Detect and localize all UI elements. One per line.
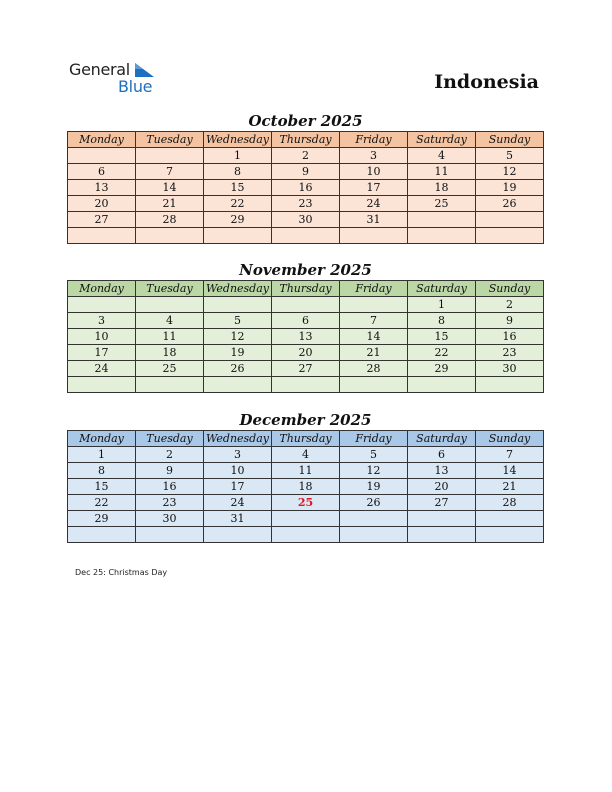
day-cell: 22 (68, 495, 136, 511)
day-cell: 23 (476, 345, 544, 361)
day-cell: 1 (408, 297, 476, 313)
day-cell: 5 (476, 148, 544, 164)
day-cell (340, 228, 408, 244)
logo (69, 60, 169, 98)
month-title: December 2025 (239, 411, 372, 429)
day-cell: 19 (204, 345, 272, 361)
day-cell (68, 148, 136, 164)
day-cell: 15 (408, 329, 476, 345)
day-cell (204, 228, 272, 244)
weekday-header: Wednesday (204, 431, 272, 447)
day-cell: 12 (204, 329, 272, 345)
logo-blue-text: Blue (118, 77, 153, 96)
day-cell: 21 (136, 196, 204, 212)
weekday-header: Saturday (408, 132, 476, 148)
day-cell: 2 (272, 148, 340, 164)
weekday-header: Tuesday (136, 281, 204, 297)
weekday-header: Thursday (272, 431, 340, 447)
month-dec (67, 410, 544, 543)
weekday-header: Monday (68, 132, 136, 148)
week-row (68, 527, 544, 543)
day-cell: 2 (136, 447, 204, 463)
day-cell: 12 (476, 164, 544, 180)
weekday-header: Monday (68, 281, 136, 297)
day-cell: 20 (408, 479, 476, 495)
weekday-header: Wednesday (204, 132, 272, 148)
day-cell: 25 (408, 196, 476, 212)
day-cell (136, 527, 204, 543)
day-cell: 15 (204, 180, 272, 196)
week-row (68, 377, 544, 393)
month-grid (67, 131, 544, 244)
month-title: October 2025 (248, 112, 363, 130)
day-cell (408, 228, 476, 244)
day-cell (136, 148, 204, 164)
logo-triangle-icon (135, 63, 154, 77)
day-cell: 18 (408, 180, 476, 196)
weekday-header: Sunday (476, 281, 544, 297)
day-cell (272, 377, 340, 393)
day-cell: 26 (476, 196, 544, 212)
day-cell (340, 297, 408, 313)
day-cell: 10 (204, 463, 272, 479)
day-cell (272, 527, 340, 543)
day-cell: 13 (408, 463, 476, 479)
day-cell: 29 (204, 212, 272, 228)
week-row (68, 447, 544, 463)
day-cell: 22 (204, 196, 272, 212)
day-cell (476, 527, 544, 543)
weekday-header: Friday (340, 281, 408, 297)
day-cell (204, 527, 272, 543)
day-cell: 3 (68, 313, 136, 329)
month-grid (67, 280, 544, 393)
country-title: Indonesia (434, 71, 539, 93)
day-cell (408, 212, 476, 228)
day-cell (68, 377, 136, 393)
day-cell: 28 (136, 212, 204, 228)
month-nov (67, 260, 544, 393)
day-cell: 21 (340, 345, 408, 361)
day-cell: 23 (272, 196, 340, 212)
day-cell: 24 (340, 196, 408, 212)
day-cell (340, 377, 408, 393)
day-cell (136, 377, 204, 393)
weekday-header: Sunday (476, 132, 544, 148)
day-cell: 20 (272, 345, 340, 361)
week-row (68, 345, 544, 361)
day-cell (476, 377, 544, 393)
day-cell: 14 (136, 180, 204, 196)
week-row (68, 495, 544, 511)
day-cell: 24 (204, 495, 272, 511)
day-cell: 19 (476, 180, 544, 196)
day-cell (340, 527, 408, 543)
day-cell: 29 (408, 361, 476, 377)
day-cell: 16 (476, 329, 544, 345)
day-cell: 9 (272, 164, 340, 180)
day-cell: 12 (340, 463, 408, 479)
day-cell: 26 (204, 361, 272, 377)
week-row (68, 463, 544, 479)
day-cell: 28 (340, 361, 408, 377)
day-cell: 13 (68, 180, 136, 196)
day-cell: 1 (68, 447, 136, 463)
day-cell: 11 (272, 463, 340, 479)
day-cell: 9 (136, 463, 204, 479)
day-cell: 4 (408, 148, 476, 164)
day-cell: 31 (204, 511, 272, 527)
day-cell (68, 527, 136, 543)
day-cell: 7 (476, 447, 544, 463)
weekday-header: Thursday (272, 132, 340, 148)
day-cell (476, 511, 544, 527)
week-row (68, 479, 544, 495)
day-cell (408, 377, 476, 393)
day-cell: 1 (204, 148, 272, 164)
day-cell: 4 (272, 447, 340, 463)
day-cell: 8 (68, 463, 136, 479)
weekday-header: Tuesday (136, 431, 204, 447)
month-title: November 2025 (239, 261, 372, 279)
day-cell (272, 511, 340, 527)
day-cell: 21 (476, 479, 544, 495)
day-cell: 6 (408, 447, 476, 463)
day-cell: 8 (204, 164, 272, 180)
day-cell: 11 (136, 329, 204, 345)
month-oct (67, 111, 544, 244)
day-cell (136, 297, 204, 313)
day-cell: 7 (340, 313, 408, 329)
day-cell: 14 (476, 463, 544, 479)
day-cell: 3 (340, 148, 408, 164)
day-cell: 5 (204, 313, 272, 329)
logo-general-text: General (69, 60, 130, 79)
day-cell: 6 (272, 313, 340, 329)
day-cell: 11 (408, 164, 476, 180)
week-row (68, 148, 544, 164)
day-cell (408, 511, 476, 527)
week-row (68, 313, 544, 329)
day-cell: 27 (408, 495, 476, 511)
day-cell: 5 (340, 447, 408, 463)
day-cell (68, 297, 136, 313)
weekday-header: Friday (340, 132, 408, 148)
day-cell: 9 (476, 313, 544, 329)
day-cell: 17 (68, 345, 136, 361)
day-cell: 10 (68, 329, 136, 345)
day-cell (204, 297, 272, 313)
weekday-header: Monday (68, 431, 136, 447)
day-cell: 8 (408, 313, 476, 329)
weekday-header: Thursday (272, 281, 340, 297)
day-cell: 2 (476, 297, 544, 313)
day-cell: 22 (408, 345, 476, 361)
weekday-header: Tuesday (136, 132, 204, 148)
day-cell: 14 (340, 329, 408, 345)
day-cell: 20 (68, 196, 136, 212)
weekday-header: Saturday (408, 431, 476, 447)
weekday-header: Friday (340, 431, 408, 447)
month-grid (67, 430, 544, 543)
week-row (68, 228, 544, 244)
weekday-header-row (68, 431, 544, 447)
day-cell: 19 (340, 479, 408, 495)
day-cell (272, 228, 340, 244)
week-row (68, 196, 544, 212)
week-row (68, 329, 544, 345)
day-cell: 4 (136, 313, 204, 329)
day-cell: 17 (204, 479, 272, 495)
week-row (68, 297, 544, 313)
day-cell: 25 (136, 361, 204, 377)
day-cell (136, 228, 204, 244)
day-cell: 10 (340, 164, 408, 180)
day-cell: 3 (204, 447, 272, 463)
weekday-header-row (68, 281, 544, 297)
day-cell: 15 (68, 479, 136, 495)
day-cell: 27 (68, 212, 136, 228)
day-cell: 29 (68, 511, 136, 527)
day-cell: 30 (272, 212, 340, 228)
day-cell (204, 377, 272, 393)
day-cell: 26 (340, 495, 408, 511)
week-row (68, 511, 544, 527)
holiday-note: Dec 25: Christmas Day (75, 568, 168, 577)
day-cell: 28 (476, 495, 544, 511)
day-cell: 13 (272, 329, 340, 345)
day-cell (476, 212, 544, 228)
day-cell: 16 (136, 479, 204, 495)
day-cell: 6 (68, 164, 136, 180)
week-row (68, 361, 544, 377)
week-row (68, 180, 544, 196)
weekday-header: Saturday (408, 281, 476, 297)
day-cell (476, 228, 544, 244)
day-cell: 30 (476, 361, 544, 377)
weekday-header: Wednesday (204, 281, 272, 297)
day-cell: 31 (340, 212, 408, 228)
day-cell: 7 (136, 164, 204, 180)
day-cell: 23 (136, 495, 204, 511)
week-row (68, 212, 544, 228)
day-cell: 18 (272, 479, 340, 495)
day-cell (408, 527, 476, 543)
holiday-day-cell: 25 (272, 495, 340, 511)
day-cell: 16 (272, 180, 340, 196)
day-cell: 17 (340, 180, 408, 196)
day-cell (340, 511, 408, 527)
day-cell: 18 (136, 345, 204, 361)
day-cell: 24 (68, 361, 136, 377)
day-cell (272, 297, 340, 313)
day-cell: 30 (136, 511, 204, 527)
day-cell (68, 228, 136, 244)
day-cell: 27 (272, 361, 340, 377)
weekday-header-row (68, 132, 544, 148)
weekday-header: Sunday (476, 431, 544, 447)
week-row (68, 164, 544, 180)
